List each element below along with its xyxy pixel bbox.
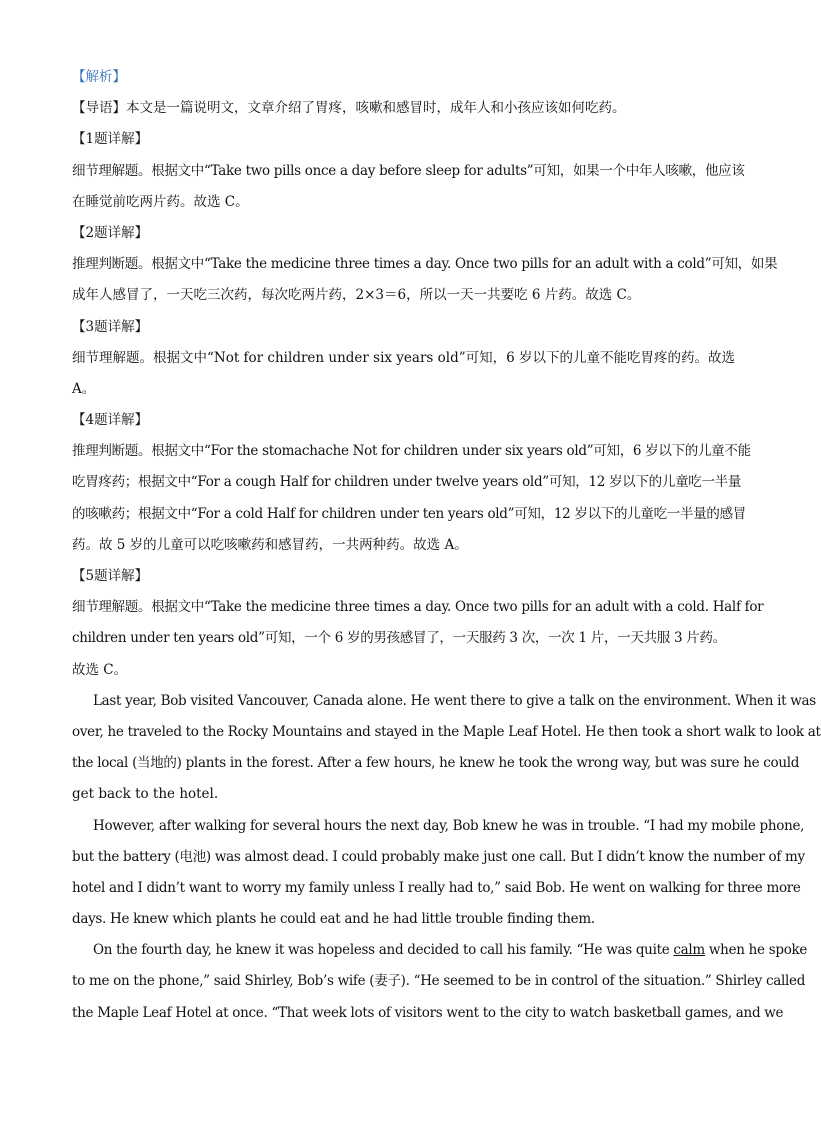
passage-p3-line-2: to me on the phone,” said Shirley, Bob’s wife (妻子). “He seemed to be in control of the situation.” Shirley called — [72, 973, 806, 990]
passage-p2-line-1: However, after walking for several hours the next day, Bob knew he was in trouble. “I had my mobile phone, — [93, 817, 805, 834]
passage-p1-line-3: the local (当地的) plants in the forest. After a few hours, he knew he took the wrong way, but was sure he could — [72, 755, 800, 772]
analysis-heading: 【解析】 — [72, 69, 126, 85]
q2-title: 【2题详解】 — [72, 224, 149, 241]
q5-line-3: 故选 C。 — [72, 661, 128, 678]
q4-line-4: 药。故 5 岁的儿童可以吃咳嗽药和感冒药，一共两种药。故选 A。 — [72, 536, 468, 553]
q5-line-1: 细节理解题。根据文中“Take the medicine three times a day. Once two pills for an adult with a cold. Half for — [72, 599, 764, 616]
q1-title: 【1题详解】 — [72, 131, 149, 148]
q4-line-1: 推理判断题。根据文中“For the stomachache Not for children under six years old”可知，6 岁以下的儿童不能 — [72, 443, 751, 460]
q5-title: 【5题详解】 — [72, 568, 149, 584]
passage-p1-line-2: over, he traveled to the Rocky Mountains and stayed in the Maple Leaf Hotel. He then took a short walk to look at — [72, 723, 821, 740]
q3-line-1: 细节理解题。根据文中“Not for children under six years old”可知，6 岁以下的儿童不能吃胃疼的药。故选 — [72, 349, 736, 366]
passage-p3-line-1 — [72, 935, 808, 966]
passage-p2-line-4: days. He knew which plants he could eat and he had little trouble finding them. — [72, 911, 595, 928]
underlined-word-calm: calm — [673, 942, 705, 959]
passage-p1-line-4: get back to the hotel. — [72, 786, 219, 803]
q2-line-1: 推理判断题。根据文中“Take the medicine three times a day. Once two pills for an adult with a cold”可知，如果 — [72, 256, 778, 273]
passage-p2-line-2: but the battery (电池) was almost dead. I could probably make just one call. But I didn’t know the number of my — [72, 848, 805, 865]
passage-p3-line-1-end: when he spoke — [704, 942, 808, 959]
q4-title: 【4题详解】 — [72, 412, 149, 429]
guide-text: 【导语】本文是一篇说明文，文章介绍了胃疼，咳嗽和感冒时，成年人和小孩应该如何吃药。 — [72, 100, 626, 117]
q3-line-2: A。 — [72, 380, 96, 397]
q1-line-2: 在睡觉前吃两片药。故选 C。 — [72, 193, 249, 210]
passage-p1-line-1: Last year, Bob visited Vancouver, Canada alone. He went there to give a talk on the environment. When it was — [93, 692, 816, 709]
q4-line-3: 的咳嗽药；根据文中“For a cold Half for children under ten years old”可知，12 岁以下的儿童吃一半量的感冒 — [72, 505, 746, 522]
passage-p3-line-1-start: On the fourth day, he knew it was hopeless and decided to call his family. “He was quite — [93, 942, 674, 959]
q4-line-2: 吃胃疼药；根据文中“For a cough Half for children under twelve years old”可知，12 岁以下的儿童吃一半量 — [72, 474, 742, 491]
q5-line-2: children under ten years old”可知，一个 6 岁的男孩感冒了，一天服药 3 次，一次 1 片，一天共服 3 片药。 — [72, 630, 726, 647]
q3-title: 【3题详解】 — [72, 318, 149, 335]
passage-p2-line-3: hotel and I didn’t want to worry my family unless I really had to,” said Bob. He went on walking for three more — [72, 879, 801, 896]
q2-line-2: 成年人感冒了，一天吃三次药，每次吃两片药，2×3＝6，所以一天一共要吃 6 片药。故选 C。 — [72, 287, 641, 304]
q1-line-1: 细节理解题。根据文中“Take two pills once a day before sleep for adults”可知，如果一个中年人咳嗽，他应该 — [72, 162, 745, 179]
document-page — [72, 62, 821, 1029]
passage-p3-line-3: the Maple Leaf Hotel at once. “That week lots of visitors went to the city to watch basketball games, and we — [72, 1004, 784, 1021]
